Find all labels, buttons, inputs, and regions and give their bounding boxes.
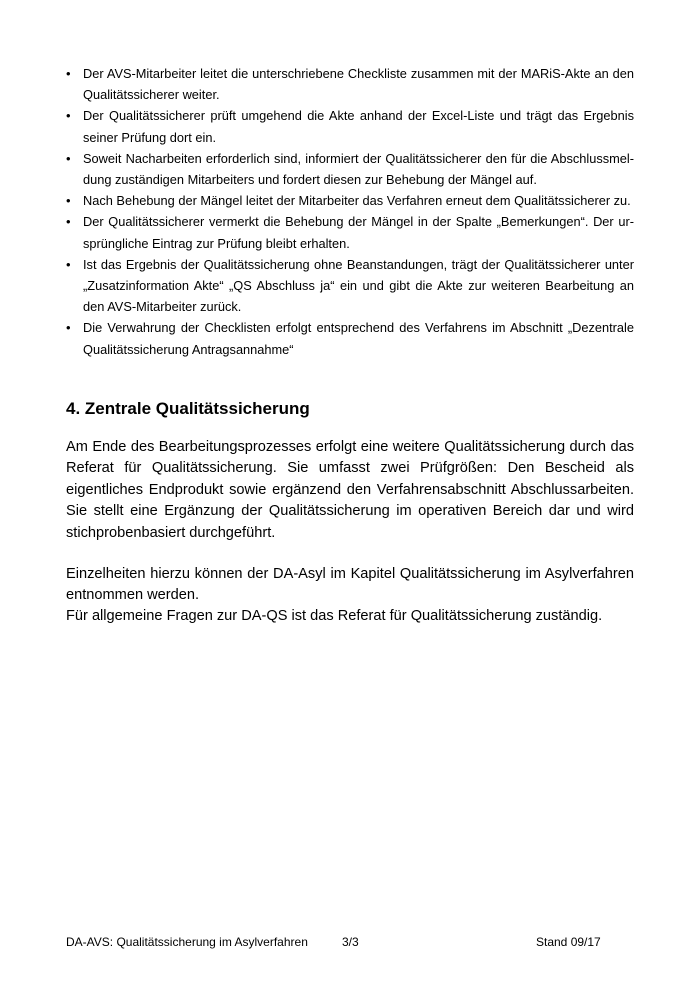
list-item: • Der Qualitätssicherer vermerkt die Behebung der Mängel in der Spalte „Bemerkungen“. Der ursprüngliche Eintrag zur Prüfung bleibt erhalten. [66,211,634,253]
footer-page-number: 3/3 [342,935,359,949]
list-item: • Soweit Nacharbeiten erforderlich sind, informiert der Qualitätssicherer den für die Abschlussmeldung zuständigen Mitarbeiters und fordert diesen zur Behebung der Mängel auf. [66,148,634,190]
page-footer [66,934,634,950]
list-item: • Die Verwahrung der Checklisten erfolgt entsprechend des Verfahrens im Abschnitt „Dezentrale Qualitätssicherung Antragsannahme“ [66,317,634,359]
list-item: • Der Qualitätssicherer prüft umgehend die Akte anhand der Excel-Liste und trägt das Ergebnis seiner Prüfung dort ein. [66,105,634,147]
body-paragraph: Einzelheiten hierzu können der DA-Asyl im Kapitel Qualitätssicherung im Asylverfahren entnommen werden. [66,566,634,604]
body-paragraph: Für allgemeine Fragen zur DA-QS ist das Referat für Qualitätssicherung zuständig. [66,608,603,624]
body-paragraph: Am Ende des Bearbeitungsprozesses erfolgt eine weitere Qualitätssicherung durch das Referat für Qualitätssicherung. Sie umfasst zwei Prüfgrößen: Den Bescheid als eigentliches Endprodukt sowie ergänzend den Verfahrensabschnitt Abschlussarbeiten. Sie stellt eine Ergänzung der Qualitätssicherung im operativen Bereich dar und wird stichprobenbasiert durchgeführt. [66,439,634,541]
bullet-list [66,63,634,360]
list-item: • Nach Behebung der Mängel leitet der Mitarbeiter das Verfahren erneut dem Qualitätssicherer zu. [66,190,634,211]
footer-version-date: Stand 09/17 [536,935,601,949]
footer-document-title: DA-AVS: Qualitätssicherung im Asylverfahren [66,935,308,949]
list-item: • Der AVS-Mitarbeiter leitet die unterschriebene Checkliste zusammen mit der MARiS-Akte an den Qualitätssicherer weiter. [66,63,634,105]
list-item: • Ist das Ergebnis der Qualitätssicherung ohne Beanstandungen, trägt der Qualitätssicherer unter „Zusatzinformation Akte“ „QS Abschluss ja“ ein und gibt die Akte zur weiteren Bearbeitung an den AVS-Mitarbeiter zurück. [66,254,634,318]
section-heading: 4. Zentrale Qualitätssicherung [66,399,310,418]
